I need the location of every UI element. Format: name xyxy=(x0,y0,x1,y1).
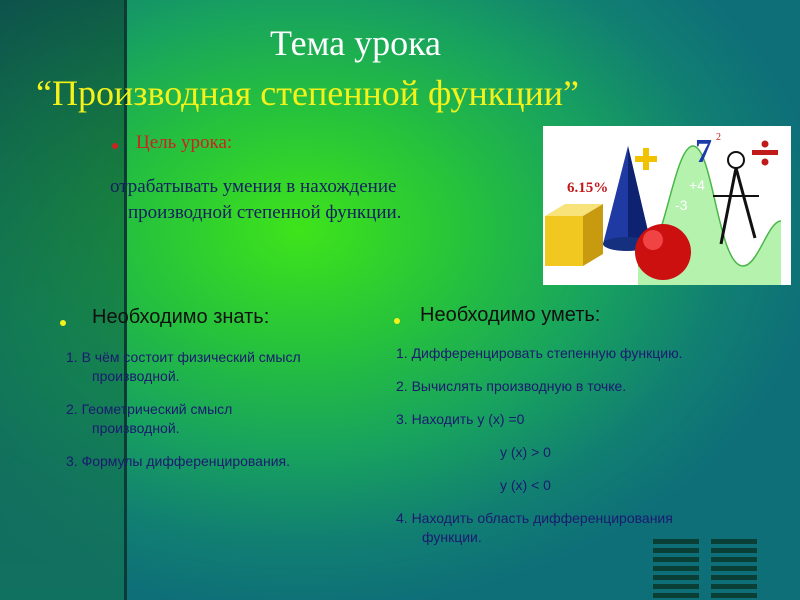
can-item-3c: у (х) < 0 xyxy=(500,477,551,493)
slide-title: Тема урока xyxy=(270,23,442,63)
goal-text xyxy=(110,174,510,226)
list-item xyxy=(66,348,386,386)
list-item xyxy=(66,400,386,438)
goal-text-line2: производной степенной функции. xyxy=(128,202,402,223)
know-item-2-line2: производной. xyxy=(92,420,180,436)
slide-subtitle: “Производная степенной функции” xyxy=(36,73,579,113)
list-item xyxy=(396,410,796,495)
goal-text-line1: отрабатывать умения в нахождение xyxy=(110,176,397,197)
math-collage-image xyxy=(543,126,791,285)
decorative-bars xyxy=(653,537,763,600)
math-collage-icon xyxy=(543,126,791,285)
can-item-3: 3. Находить у (х) =0 xyxy=(396,411,525,427)
list-item xyxy=(396,377,796,396)
know-item-3-line1: 3. Формулы дифференцирования. xyxy=(66,453,290,469)
minus-three-label: -3 xyxy=(675,197,688,213)
can-heading: Необходимо уметь: xyxy=(420,304,601,326)
can-list xyxy=(396,344,796,561)
know-heading: Необходимо знать: xyxy=(92,306,270,328)
goal-label: Цель урока: xyxy=(136,132,233,153)
can-item-3b: у (х) > 0 xyxy=(500,444,551,460)
can-item-2: 2. Вычислять производную в точке. xyxy=(396,378,627,394)
list-item xyxy=(66,452,386,471)
know-list xyxy=(66,348,386,485)
can-bullet xyxy=(394,318,400,324)
can-item-4-line2: функции. xyxy=(422,529,482,545)
goal-bullet xyxy=(112,143,118,149)
know-item-1-line2: производной. xyxy=(92,368,180,384)
exponent-label: 2 xyxy=(716,132,721,143)
list-item xyxy=(396,344,796,363)
percent-label: 6.15% xyxy=(567,180,609,196)
know-item-1-line1: 1. В чём состоит физический смысл xyxy=(66,349,301,365)
seven-label: 7 xyxy=(695,133,712,170)
know-item-2-line1: 2. Геометрический смысл xyxy=(66,401,233,417)
can-item-1: 1. Дифференцировать степенную функцию. xyxy=(396,345,683,361)
can-item-4-line1: 4. Находить область дифференцирования xyxy=(396,510,673,526)
know-bullet xyxy=(60,320,66,326)
plus-four-label: +4 xyxy=(689,177,705,193)
